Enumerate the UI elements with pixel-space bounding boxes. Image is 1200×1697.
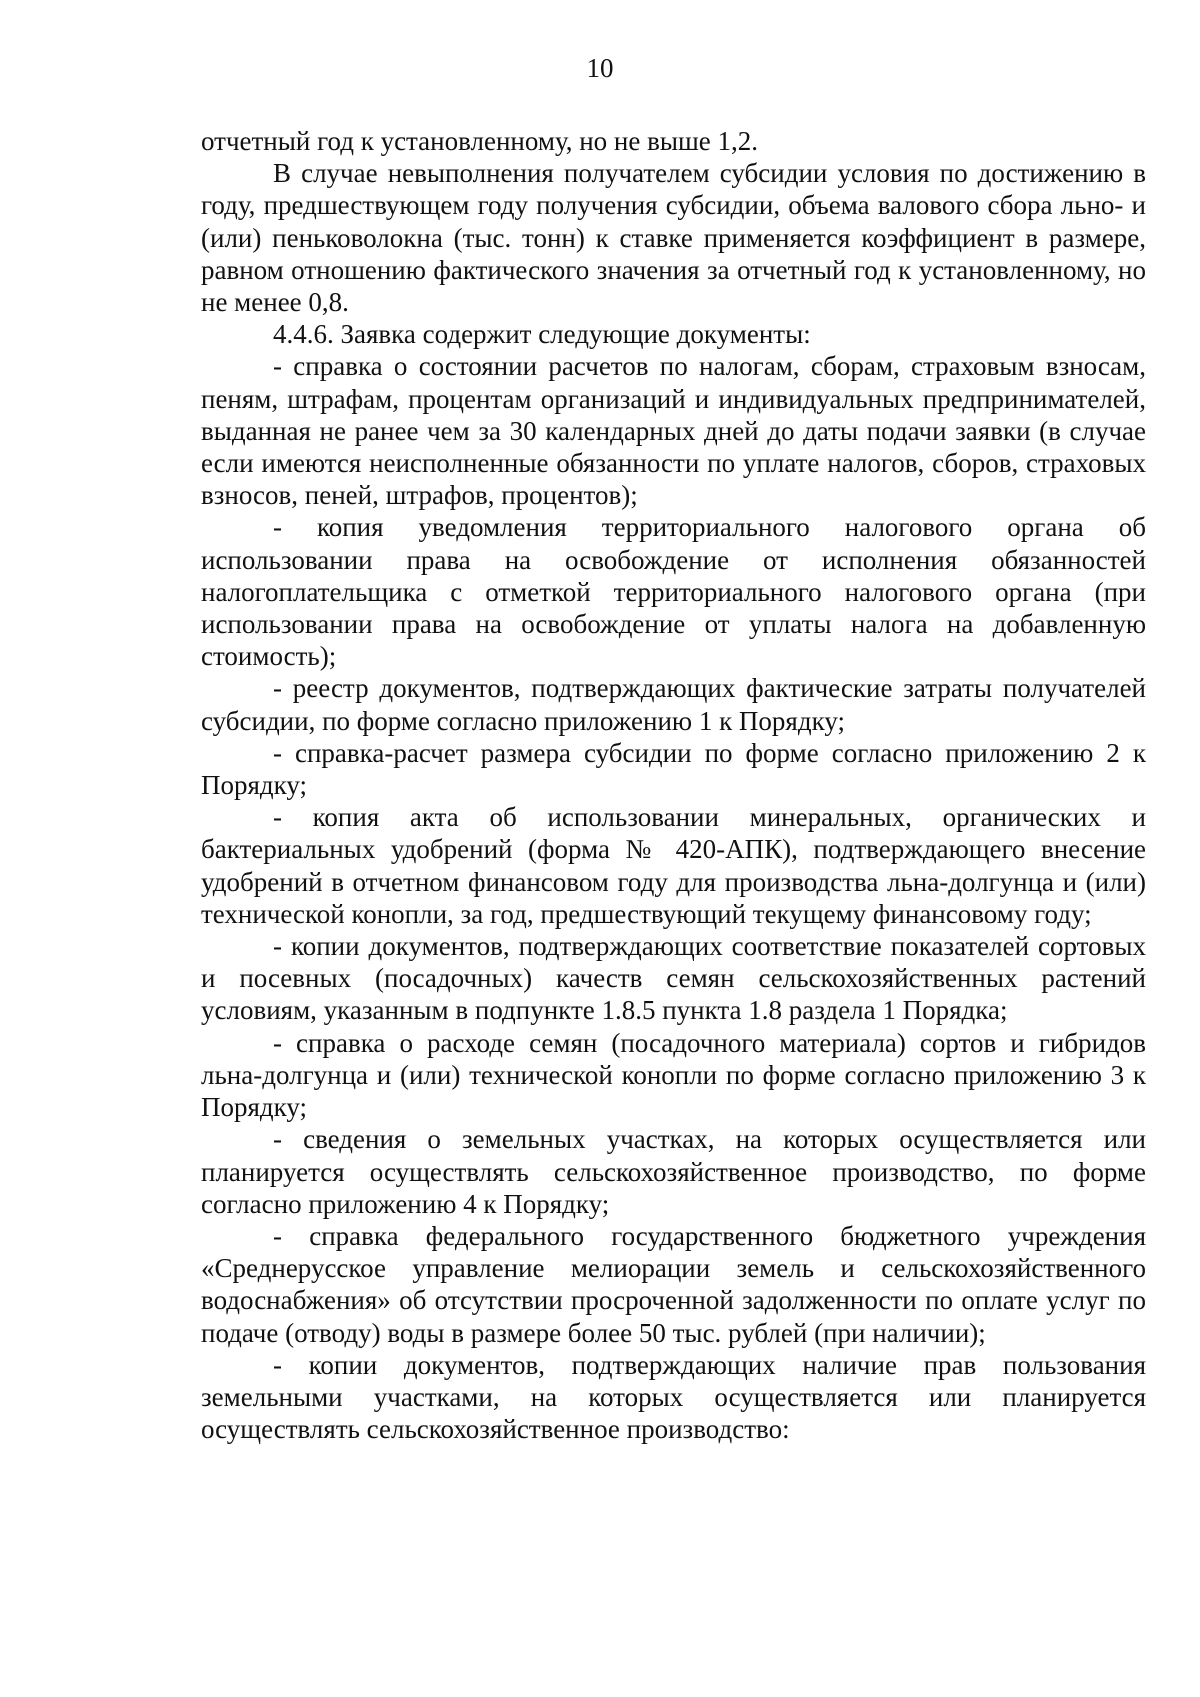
list-item: - справка федерального государственного бюджетного учреждения «Среднерусское управление мелиорации земель и сельскохозяйственного водоснабжения» об отсутствии просроченной задолженности по оплате услуг по подаче (отводу) воды в размере более 50 тыс. рублей (при наличии); xyxy=(201,1220,1146,1348)
paragraph: В случае невыполнения получателем субсидии условия по достижению в году, предшествующем году получения субсидии, объема валового сбора льно- и (или) пеньковолокна (тыс. тонн) к ставке применяется коэффициент в размере, равном отношению фактического значения за отчетный год к установленному, но не менее 0,8. xyxy=(201,158,1146,318)
list-item: - копия уведомления территориального налогового органа об использовании права на освобождение от исполнения обязанностей налогоплательщика с отметкой территориального налогового органа (при использовании права на освобождение от уплаты налога на добавленную стоимость); xyxy=(201,512,1146,672)
list-item: - справка о состоянии расчетов по налогам, сборам, страховым взносам, пеням, штрафам, процентам организаций и индивидуальных предпринимателей, выданная не ранее чем за 30 календарных дней до даты подачи заявки (в случае если имеются неисполненные обязанности по уплате налогов, сборов, страховых взносов, пеней, штрафов, процентов); xyxy=(201,351,1146,511)
list-item: - сведения о земельных участках, на которых осуществляется или планируется осуществлять сельскохозяйственное производство, по форме согласно приложению 4 к Порядку; xyxy=(201,1124,1146,1219)
page-number: 10 xyxy=(586,53,614,83)
list-item: - копии документов, подтверждающих соответствие показателей сортовых и посевных (посадочных) качеств семян сельскохозяйственных растений условиям, указанным в подпункте 1.8.5 пункта 1.8 раздела 1 Порядка; xyxy=(201,931,1146,1026)
list-item: - копия акта об использовании минеральных, органических и бактериальных удобрений (форма № 420-АПК), подтверждающего внесение удобрений в отчетном финансовом году для производства льна-долгунца и (или) технической конопли, за год, предшествующий текущему финансовому году; xyxy=(201,802,1146,929)
list-item: - справка о расходе семян (посадочного материала) сортов и гибридов льна-долгунца и (или) технической конопли по форме согласно приложению 3 к Порядку; xyxy=(201,1027,1146,1123)
paragraph: отчетный год к установленному, но не выше 1,2. xyxy=(201,126,759,156)
list-item: - копии документов, подтверждающих наличие прав пользования земельными участками, на которых осуществляется или планируется осуществлять сельскохозяйственное производство: xyxy=(201,1349,1146,1445)
list-item: - справка-расчет размера субсидии по форме согласно приложению 2 к Порядку; xyxy=(201,737,1146,801)
paragraph: 4.4.6. Заявка содержит следующие документы: xyxy=(273,319,811,350)
list-item: - реестр документов, подтверждающих фактические затраты получателей субсидии, по форме согласно приложению 1 к Порядку; xyxy=(201,673,1146,736)
document-body xyxy=(201,125,1146,1445)
